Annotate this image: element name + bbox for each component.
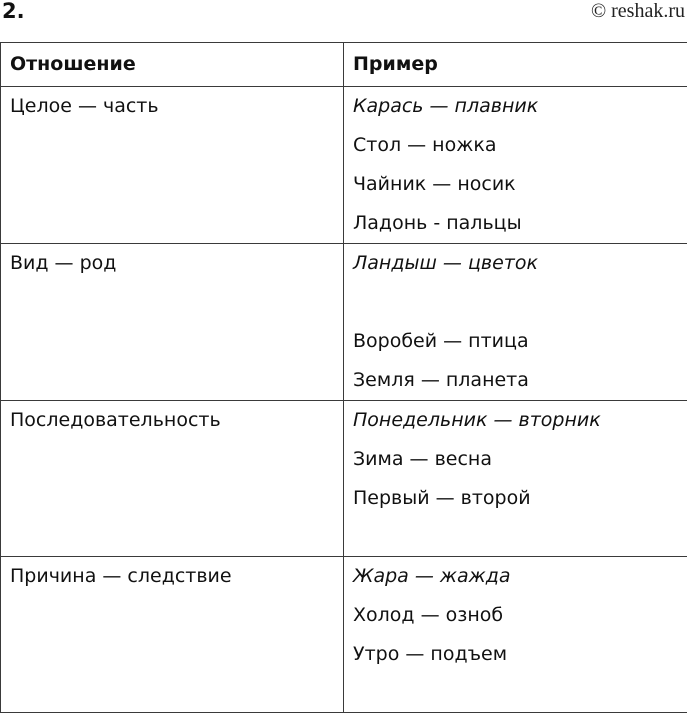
example-cell (344, 87, 687, 244)
example-line: Жара — жажда (353, 565, 511, 587)
watermark: © reshak.ru (590, 0, 685, 22)
example-line: Утро — подъем (353, 643, 508, 665)
example-line: Первый — второй (353, 487, 531, 509)
relation-cell: Последовательность (1, 401, 344, 557)
table-row (1, 87, 687, 244)
example-line: Карась — плавник (353, 95, 539, 117)
example-line: Земля — планета (353, 369, 529, 391)
relation-cell: Целое — часть (1, 87, 344, 244)
example-cell (344, 401, 687, 557)
column-header-example: Пример (344, 43, 687, 87)
table-row (1, 244, 687, 401)
table-row (1, 401, 687, 557)
column-header-relation: Отношение (1, 43, 344, 87)
example-line: Стол — ножка (353, 134, 497, 156)
task-number: 2. (2, 0, 25, 23)
table-row (1, 557, 687, 713)
relation-cell: Причина — следствие (1, 557, 344, 713)
relation-cell: Вид — род (1, 244, 344, 401)
example-line: Ландыш — цветок (353, 252, 538, 274)
example-blank-line (353, 283, 678, 322)
example-line: Чайник — носик (353, 173, 516, 195)
example-line: Понедельник — вторник (353, 409, 601, 431)
example-line: Холод — озноб (353, 604, 504, 626)
example-cell (344, 244, 687, 401)
example-cell (344, 557, 687, 713)
example-line: Ладонь - пальцы (353, 212, 522, 234)
relations-table (0, 42, 687, 713)
table-header-row (1, 43, 687, 87)
example-line: Воробей — птица (353, 330, 529, 352)
example-line: Зима — весна (353, 448, 492, 470)
